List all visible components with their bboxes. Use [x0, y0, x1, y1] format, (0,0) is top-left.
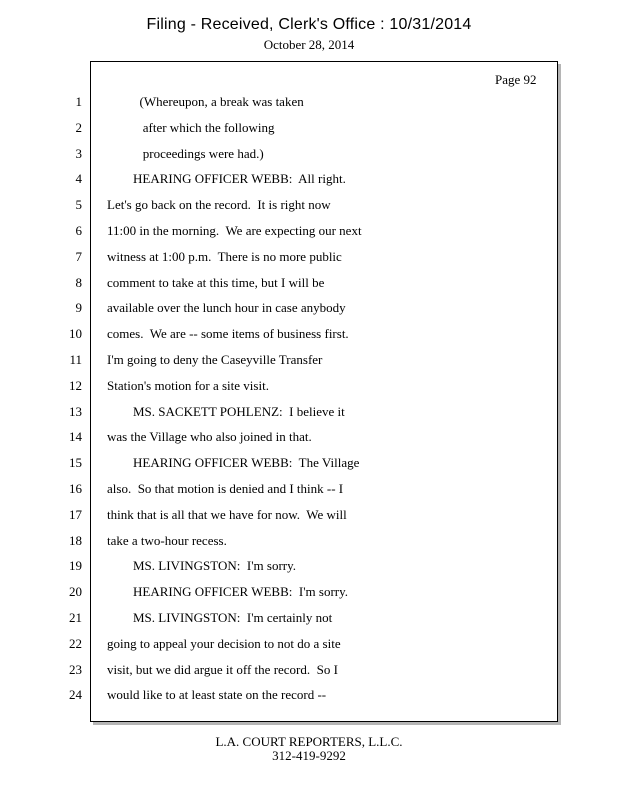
line-text: witness at 1:00 p.m. There is no more public: [107, 248, 342, 264]
line-text: HEARING OFFICER WEBB: I'm sorry.: [107, 584, 349, 600]
line-text: comment to take at this time, but I will be: [107, 274, 325, 290]
filing-stamp: Filing - Received, Clerk's Office : 10/31/2014: [146, 16, 472, 33]
line-number: 9: [75, 300, 82, 316]
line-number: 24: [69, 687, 82, 703]
line-number: 7: [75, 248, 82, 264]
line-text: take a two-hour recess.: [107, 532, 227, 548]
line-text: 11:00 in the morning. We are expecting our next: [107, 223, 362, 238]
line-text: going to appeal your decision to not do a site: [107, 635, 341, 651]
line-text: think that is all that we have for now. We will: [107, 506, 347, 522]
line-number: 6: [75, 223, 82, 238]
reporter-company: L.A. COURT REPORTERS, L.L.C.: [215, 734, 403, 749]
line-number: 13: [69, 403, 82, 419]
line-text: after which the following: [107, 119, 275, 135]
line-number: 23: [69, 661, 82, 677]
line-text: MS. LIVINGSTON: I'm certainly not: [107, 610, 333, 625]
line-text: HEARING OFFICER WEBB: The Village: [107, 455, 360, 471]
line-number: 15: [69, 455, 82, 471]
page-number: Page 92: [495, 72, 537, 87]
reporter-phone: 312-419-9292: [272, 748, 346, 763]
line-number: 1: [75, 94, 82, 109]
line-text: HEARING OFFICER WEBB: All right.: [107, 171, 346, 187]
line-text: Station's motion for a site visit.: [107, 377, 269, 393]
line-number: 17: [69, 506, 82, 522]
line-number: 12: [69, 377, 82, 393]
line-number: 22: [69, 635, 82, 651]
line-number: 8: [75, 274, 82, 290]
line-number: 11: [69, 352, 82, 367]
line-text: was the Village who also joined in that.: [107, 429, 312, 445]
line-text: also. So that motion is denied and I think -- I: [107, 481, 344, 496]
line-text: visit, but we did argue it off the record. So I: [107, 661, 338, 677]
line-number: 18: [69, 532, 82, 548]
line-number: 4: [75, 171, 82, 187]
line-number: 5: [75, 197, 82, 213]
line-text: Let's go back on the record. It is right now: [107, 197, 331, 213]
line-text: available over the lunch hour in case anybody: [107, 300, 346, 316]
hearing-date: October 28, 2014: [263, 37, 355, 52]
line-number: 10: [69, 326, 82, 342]
line-text: MS. SACKETT POHLENZ: I believe it: [107, 403, 345, 419]
line-number: 16: [69, 481, 82, 496]
line-number: 20: [69, 584, 82, 600]
line-number: 14: [69, 429, 82, 445]
line-text: comes. We are -- some items of business first.: [107, 326, 349, 342]
line-number: 2: [75, 119, 82, 135]
line-text: would like to at least state on the record --: [107, 687, 327, 703]
line-number: 3: [75, 145, 82, 161]
line-number: 19: [69, 558, 82, 574]
line-text: (Whereupon, a break was taken: [107, 94, 304, 109]
line-text: I'm going to deny the Caseyville Transfer: [107, 352, 323, 367]
line-text: proceedings were had.): [107, 145, 264, 161]
line-text: MS. LIVINGSTON: I'm sorry.: [107, 558, 297, 574]
line-number: 21: [69, 610, 82, 625]
